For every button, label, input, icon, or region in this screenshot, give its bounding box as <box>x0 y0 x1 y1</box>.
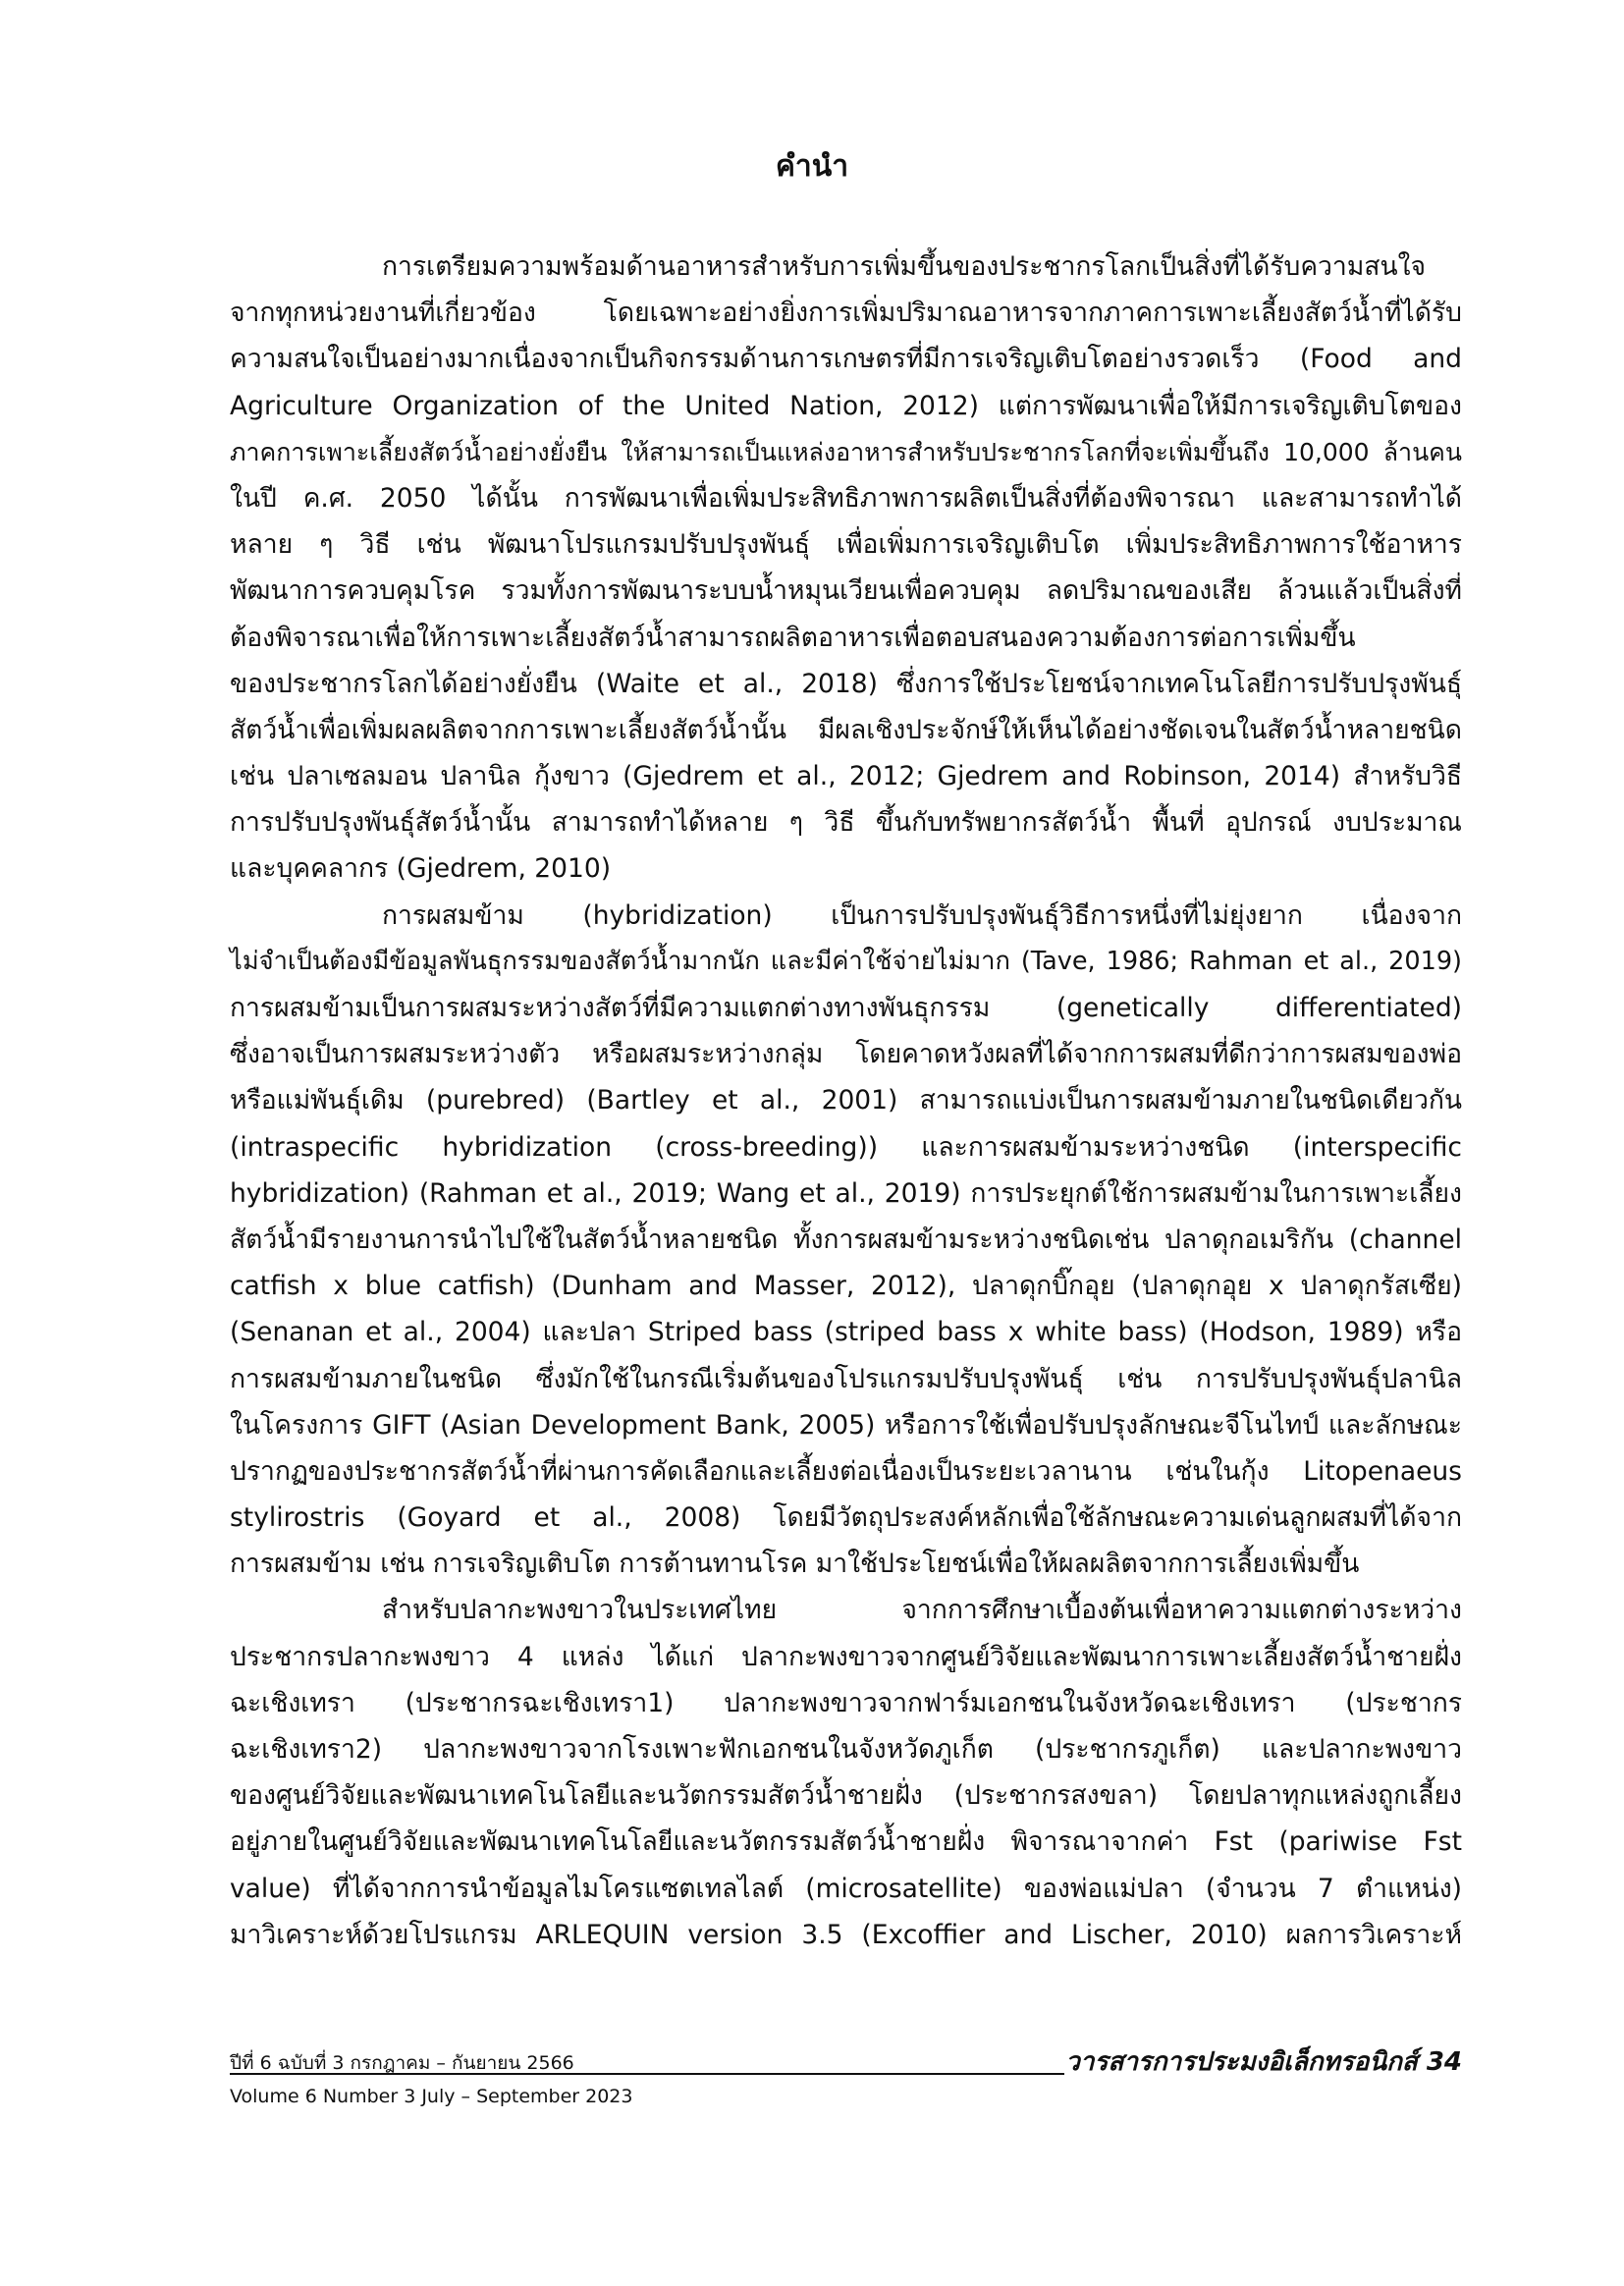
text-line: ประชากรปลากะพงขาว 4 แหล่ง ได้แก่ ปลากะพงขาวจากศูนย์วิจัยและพัฒนาการเพาะเลี้ยงสัตว์น้ำชายฝั่ง <box>230 1641 1462 1672</box>
text-line: ไม่จำเป็นต้องมีข้อมูลพันธุกรรมของสัตว์น้ำมากนัก และมีค่าใช้จ่ายไม่มาก (Tave, 1986; Rahman et al., 2019) <box>230 946 1462 976</box>
text-line: ซึ่งอาจเป็นการผสมระหว่างตัว หรือผสมระหว่างกลุ่ม โดยคาดหวังผลที่ได้จากการผสมที่ดีกว่าการผสมของพ่อ <box>230 1039 1462 1070</box>
text-line: การผสมข้าม (hybridization) เป็นการปรับปรุงพันธุ์วิธีการหนึ่งที่ไม่ยุ่งยาก เนื่องจาก <box>382 899 1462 931</box>
text-line: เช่น ปลาเซลมอน ปลานิล กุ้งขาว (Gjedrem et al., 2012; Gjedrem and Robinson, 2014) สำหรับวิธี <box>230 761 1462 792</box>
text-line: (Senanan et al., 2004) และปลา Striped bass (striped bass x white bass) (Hodson, 1989) หรือ <box>230 1317 1462 1348</box>
paragraph <box>230 1587 1462 1958</box>
text-line: hybridization) (Rahman et al., 2019; Wang et al., 2019) การประยุกต์ใช้การผสมข้ามในการเพาะเลี้ยง <box>230 1177 1462 1209</box>
footer-journal <box>1065 2046 1462 2078</box>
text-line: พัฒนาการควบคุมโรค รวมทั้งการพัฒนาระบบน้ำหมุนเวียนเพื่อควบคุม ลดปริมาณของเสีย ล้วนแล้วเป็นสิ่งที่ <box>230 575 1462 607</box>
text-line: มาวิเคราะห์ด้วยโปรแกรม ARLEQUIN version 3.5 (Excoffier and Lischer, 2010) ผลการวิเคราะห์ <box>230 1919 1462 1950</box>
text-line: ของศูนย์วิจัยและพัฒนาเทคโนโลยีและนวัตกรรมสัตว์น้ำชายฝั่ง (ประชากรสงขลา) โดยปลาทุกแหล่งถูกเลี้ยง <box>230 1780 1462 1812</box>
text-line: ภาคการเพาะเลี้ยงสัตว์น้ำอย่างยั่งยืน ให้สามารถเป็นแหล่งอาหารสำหรับประชากรโลกที่จะเพิ่มขึ้นถึง 10,000 ล้านคน <box>230 437 1462 466</box>
text-line: และบุคคลากร (Gjedrem, 2010) <box>230 853 612 885</box>
text-line: สัตว์น้ำเพื่อเพิ่มผลผลิตจากการเพาะเลี้ยงสัตว์น้ำนั้น มีผลเชิงประจักษ์ให้เห็นได้อย่างชัดเจนในสัตว์น้ำหลายชนิด <box>230 714 1462 745</box>
text-line: การเตรียมความพร้อมด้านอาหารสำหรับการเพิ่มขึ้นของประชากรโลกเป็นสิ่งที่ได้รับความสนใจ <box>382 251 1427 282</box>
paragraph <box>230 244 1462 893</box>
text-line: ในโครงการ GIFT (Asian Development Bank, 2005) หรือการใช้เพื่อปรับปรุงลักษณะจีโนไทป์ และลักษณะ <box>230 1409 1462 1441</box>
text-line: จากทุกหน่วยงานที่เกี่ยวข้อง โดยเฉพาะอย่างยิ่งการเพิ่มปริมาณอาหารจากภาคการเพาะเลี้ยงสัตว์น้ำที่ได้รับ <box>230 298 1462 329</box>
text-line: ของประชากรโลกได้อย่างยั่งยืน (Waite et al., 2018) ซึ่งการใช้ประโยชน์จากเทคโนโลยีการปรับปรุงพันธุ์ <box>230 668 1462 699</box>
text-line: หลาย ๆ วิธี เช่น พัฒนาโปรแกรมปรับปรุงพันธุ์ เพื่อเพิ่มการเจริญเติบโต เพิ่มประสิทธิภาพการใช้อาหาร <box>230 529 1462 561</box>
paragraph <box>230 893 1462 1588</box>
text-line: stylirostris (Goyard et al., 2008) โดยมีวัตถุประสงค์หลักเพื่อใช้ลักษณะความเด่นลูกผสมที่ได้จาก <box>230 1502 1462 1534</box>
text-line: การปรับปรุงพันธุ์สัตว์น้ำนั้น สามารถทำได้หลาย ๆ วิธี ขึ้นกับทรัพยากรสัตว์น้ำ พื้นที่ อุปกรณ์ งบประมาณ <box>230 807 1462 839</box>
text-line: การผสมข้ามภายในชนิด ซึ่งมักใช้ในกรณีเริ่มต้นของโปรแกรมปรับปรุงพันธุ์ เช่น การปรับปรุงพันธุ์ปลานิล <box>230 1363 1462 1394</box>
footer-issue-thai: ปีที่ 6 ฉบับที่ 3 กรกฎาคม – กันยายน 2566 <box>230 2052 574 2074</box>
footer-issue-english: Volume 6 Number 3 July – September 2023 <box>230 2086 633 2107</box>
text-line: หรือแม่พันธุ์เดิม (purebred) (Bartley et al., 2001) สามารถแบ่งเป็นการผสมข้ามภายในชนิดเดียวกัน <box>230 1085 1462 1116</box>
page-number: 34 <box>1426 2047 1462 2077</box>
text-line: ฉะเชิงเทรา (ประชากรฉะเชิงเทรา1) ปลากะพงขาวจากฟาร์มเอกชนในจังหวัดฉะเชิงเทรา (ประชากร <box>230 1687 1462 1718</box>
text-line: อยู่ภายในศูนย์วิจัยและพัฒนาเทคโนโลยีและนวัตกรรมสัตว์น้ำชายฝั่ง พิจารณาจากค่า Fst (pariwise Fst <box>230 1826 1462 1858</box>
text-line: สำหรับปลากะพงขาวในประเทศไทย จากการศึกษาเบื้องต้นเพื่อหาความแตกต่างระหว่าง <box>382 1595 1462 1626</box>
text-line: ความสนใจเป็นอย่างมากเนื่องจากเป็นกิจกรรมด้านการเกษตรที่มีการเจริญเติบโตอย่างรวดเร็ว (Food and <box>230 344 1462 375</box>
text-line: value) ที่ได้จากการนำข้อมูลไมโครแซตเทลไลต์ (microsatellite) ของพ่อแม่ปลา (จำนวน 7 ตำแหน่ง) <box>230 1873 1462 1904</box>
text-line: ปรากฏของประชากรสัตว์น้ำที่ผ่านการคัดเลือกและเลี้ยงต่อเนื่องเป็นระยะเวลานาน เช่นในกุ้ง Litopenaeus <box>230 1455 1462 1487</box>
text-line: (intraspecific hybridization (cross-breeding)) และการผสมข้ามระหว่างชนิด (interspecific <box>230 1131 1462 1163</box>
text-line: การผสมข้าม เช่น การเจริญเติบโต การต้านทานโรค มาใช้ประโยชน์เพื่อให้ผลผลิตจากการเลี้ยงเพิ่มขึ้น <box>230 1549 1360 1580</box>
journal-name: วารสารการประมงอิเล็กทรอนิกส์ <box>1065 2047 1418 2077</box>
text-line: ต้องพิจารณาเพื่อให้การเพาะเลี้ยงสัตว์น้ำสามารถผลิตอาหารเพื่อตอบสนองความต้องการต่อการเพิ่มขึ้น <box>230 622 1356 653</box>
text-line: สัตว์น้ำมีรายงานการนำไปใช้ในสัตว์น้ำหลายชนิด ทั้งการผสมข้ามระหว่างชนิดเช่น ปลาดุกอเมริกัน (channel <box>230 1224 1462 1255</box>
text-line: ในปี ค.ศ. 2050 ได้นั้น การพัฒนาเพื่อเพิ่มประสิทธิภาพการผลิตเป็นสิ่งที่ต้องพิจารณา และสามารถทำได้ <box>230 482 1462 514</box>
text-line: Agriculture Organization of the United Nation, 2012) แต่การพัฒนาเพื่อให้มีการเจริญเติบโตของ <box>230 390 1462 421</box>
text-line: catfish x blue catfish) (Dunham and Masser, 2012), ปลาดุกบิ๊กอุย (ปลาดุกอุย x ปลาดุกรัสเซีย) <box>230 1271 1462 1302</box>
page-title: คำนำ <box>775 149 849 184</box>
body-text <box>230 244 1462 1958</box>
footer-divider <box>230 2073 1064 2075</box>
text-line: การผสมข้ามเป็นการผสมระหว่างสัตว์ที่มีความแตกต่างทางพันธุกรรม (genetically differentiated) <box>230 993 1462 1023</box>
text-line: ฉะเชิงเทรา2) ปลากะพงขาวจากโรงเพาะฟักเอกชนในจังหวัดภูเก็ต (ประชากรภูเก็ต) และปลากะพงขาว <box>230 1734 1462 1765</box>
